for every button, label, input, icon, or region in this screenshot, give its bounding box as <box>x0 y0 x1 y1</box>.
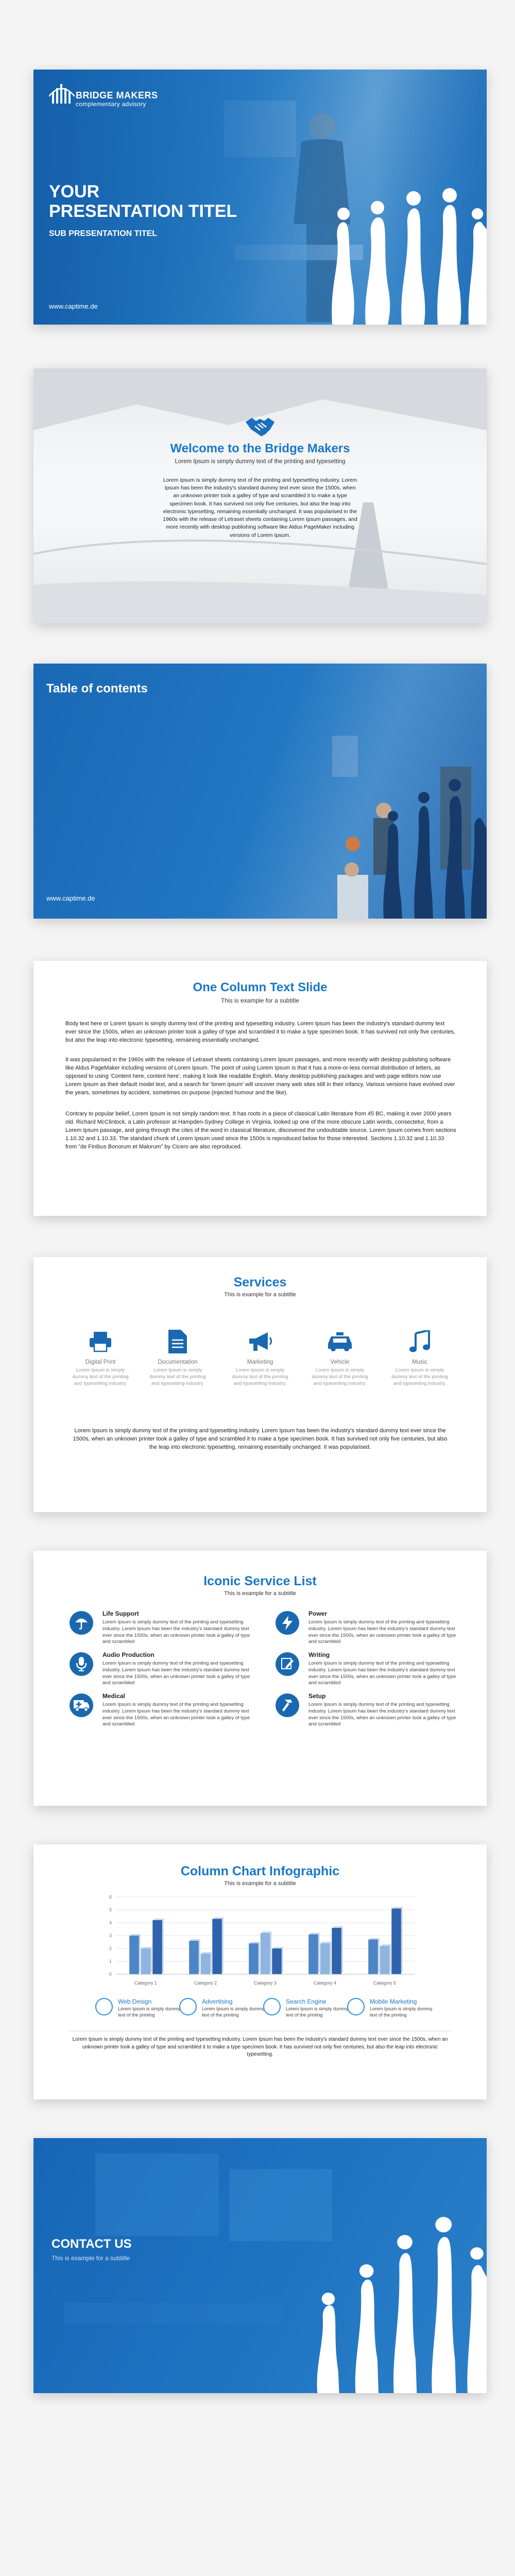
slide-services <box>33 1257 487 1512</box>
slide-welcome <box>33 368 487 623</box>
iconic-list-subtitle: This is example for a subtitle <box>224 1590 296 1597</box>
chart-bar <box>189 1941 199 1974</box>
welcome-body: Lorem Ipsum is simply dummy text of the printing and typesetting industry. Lorem Ipsum has been the industry's standard dummy text ever since the 1500s, when an unknown printer took a galley of type and scrambled it to make a type specimen book. It has survived not only five centuries, but also the leap into electronic typesetting, remaining essentially unchanged. It was popularised in the 1960s with the release of Letraset sheets containing Lorem Ipsum passages, and more recently with desktop publishing software like Aldus PageMaker including versions of Lorem Ipsum. <box>163 477 357 538</box>
service-marketing <box>229 1329 291 1387</box>
legend-mobile-marketing <box>347 1998 440 2024</box>
services-title: Services <box>233 1275 287 1290</box>
toc-website-url: www.captime.de <box>46 894 95 902</box>
service-music <box>389 1329 451 1387</box>
umbrella-icon <box>74 1616 89 1630</box>
chart-y-tick-label: 2 <box>109 1946 112 1951</box>
list-item-medical <box>70 1692 265 1726</box>
list-item-text: Lorem Ipsum is simply dummy text of the printing and typesetting industry. Lorem Ipsum has been the industry's standard dummy text ever since the 1500s, when an unknown printer took a galley of type and scrambled <box>308 1702 456 1727</box>
list-item-title: Power <box>308 1610 328 1617</box>
list-item-title: Setup <box>308 1692 326 1700</box>
list-item-text: Lorem Ipsum is simply dummy text of the printing and typesetting industry. Lorem Ipsum has been the industry's standard dummy text ever since the 1500s, when an unknown printer took a galley of type and scrambled <box>308 1619 456 1645</box>
list-item-text: Lorem Ipsum is simply dummy text of the printing and typesetting industry. Lorem Ipsum has been the industry's standard dummy text ever since the 1500s, when an unknown printer took a galley of type and scrambled <box>308 1660 456 1686</box>
service-label: Digital Print <box>85 1359 116 1365</box>
hammer-icon <box>281 1699 294 1712</box>
column-chart <box>95 1892 425 1990</box>
chart-bar <box>391 1909 401 1975</box>
legend-title: Web Design <box>118 1998 152 2005</box>
one-column-paragraph-2: It was popularised in the 1960s with the release of Letraset sheets containing Lorem Ipsum passages, and more recently with desktop publishing software like Aldus PageMaker including versions of Lorem Ipsum. The point of using Lorem Ipsum is that it has a more-or-less normal distribution of letters, as opposed to using 'Content here, content here', making it look like readable English. Many desktop publishing packages and web page editors now use Lorem Ipsum as their default model text, and a search for 'lorem ipsum' will uncover many web sites still in their infancy. Various versions have evolved over the years, sometimes by accident, sometimes on purpose (injected humour and the like). <box>65 1057 455 1096</box>
legend-search-engine <box>263 1998 356 2024</box>
chart-slide-subtitle: This is example for a subtitle <box>224 1880 296 1887</box>
chart-slide-title: Column Chart Infographic <box>180 1864 340 1878</box>
document-icon <box>168 1330 187 1353</box>
contact-subtitle: This is example for a subtitle <box>52 2255 130 2262</box>
people-photo-silhouettes <box>260 694 487 919</box>
one-column-paragraph-3: Contrary to popular belief, Lorem Ipsum is not simply random text. It has roots in a piece of classical Latin literature from 45 BC, making it over 2000 years old. Richard McClintock, a Latin professor at Hampden-Sydney College in Virginia, looked up one of the more obscure Latin words, consectetur, from a Lorem Ipsum passage, and going through the cites of the word in classical literature, discovered the undoubtable source. Lorem Ipsum comes from sections 1.10.32 and 1.10.33. The standard chunk of Lorem Ipsum used since the 1500s is reproduced below for those interested. Sections 1.10.32 and 1.10.33 from "de Finibus Bonorum et Malorum" by Cicero are also reproduced. <box>65 1111 456 1150</box>
legend-text: Lorem Ipsum is simply dummy text of the printing <box>286 2006 349 2018</box>
slide-table-of-contents <box>33 664 487 919</box>
chart-y-tick-label: 0 <box>109 1972 112 1977</box>
handshake-icon <box>245 415 276 437</box>
list-item-writing <box>276 1651 471 1685</box>
chart-bar <box>368 1940 378 1975</box>
list-item-title: Life Support <box>102 1610 139 1617</box>
legend-circle-icon <box>95 1998 113 2015</box>
chart-bar <box>272 1948 282 1974</box>
list-item-audio-production <box>70 1651 265 1685</box>
chart-bar <box>201 1954 211 1974</box>
pencil-icon <box>281 1657 294 1671</box>
chart-x-tick-label: Category 4 <box>313 1980 337 1986</box>
toc-title: Table of contents <box>46 682 148 696</box>
chart-y-tick-label: 1 <box>109 1959 112 1964</box>
one-column-title: One Column Text Slide <box>193 980 328 994</box>
welcome-subtitle: Lorem Ipsum is simply dummy text of the printing and typesetting <box>175 459 346 465</box>
list-item-title: Audio Production <box>102 1651 154 1658</box>
service-text: Lorem Ipsum is simply dummy text of the printing and typesetting industry. <box>149 1367 206 1386</box>
contact-people-silhouettes <box>306 2138 487 2393</box>
chart-x-tick-label: Category 3 <box>253 1980 277 1986</box>
service-label: Vehicle <box>330 1359 350 1365</box>
chart-bar <box>249 1943 259 1974</box>
website-url: www.captime.de <box>49 302 98 310</box>
chart-bar <box>152 1920 162 1974</box>
chart-x-tick-label: Category 2 <box>194 1980 217 1986</box>
service-text: Lorem Ipsum is simply dummy text of the printing and typesetting industry. <box>72 1367 129 1386</box>
legend-text: Lorem Ipsum is simply dummy text of the printing <box>370 2006 433 2018</box>
megaphone-icon <box>247 1331 273 1352</box>
chart-bar <box>332 1928 341 1974</box>
service-label: Marketing <box>247 1359 273 1365</box>
list-item-title: Writing <box>308 1651 330 1658</box>
chart-x-tick-label: Category 1 <box>134 1980 158 1986</box>
chart-bar <box>212 1919 222 1975</box>
list-item-text: Lorem Ipsum is simply dummy text of the printing and typesetting industry. Lorem Ipsum has been the industry's standard dummy text ever since the 1500s, when an unknown printer took a galley of type and scrambled <box>102 1619 250 1645</box>
one-column-subtitle: This is example for a subtitle <box>220 997 300 1004</box>
chart-y-tick-label: 6 <box>109 1894 112 1900</box>
service-vehicle <box>309 1329 371 1387</box>
microphone-icon <box>75 1657 88 1671</box>
list-item-life-support <box>70 1610 265 1644</box>
list-item-text: Lorem Ipsum is simply dummy text of the printing and typesetting industry. Lorem Ipsum has been the industry's standard dummy text ever since the 1500s, when an unknown printer took a galley of type and scrambled <box>102 1702 250 1727</box>
brand-tagline: complementary advisory <box>76 100 146 108</box>
list-item-power <box>276 1610 471 1644</box>
chart-bar <box>320 1943 330 1974</box>
service-digital-print <box>70 1329 131 1387</box>
service-text: Lorem Ipsum is simply dummy text of the printing and typesetting industry. <box>391 1367 448 1386</box>
legend-text: Lorem Ipsum is simply dummy text of the printing <box>118 2006 181 2018</box>
slide-title <box>33 70 487 325</box>
service-label: Documentation <box>158 1359 198 1365</box>
slide-column-chart <box>33 1844 487 2099</box>
legend-title: Mobile Marketing <box>370 1998 417 2005</box>
list-item-setup <box>276 1692 471 1726</box>
chart-y-tick-label: 4 <box>109 1920 112 1925</box>
slide-iconic-service-list <box>33 1551 487 1806</box>
lightning-icon <box>281 1616 294 1630</box>
iconic-list-title: Iconic Service List <box>203 1574 317 1588</box>
welcome-title: Welcome to the Bridge Makers <box>170 442 350 455</box>
chart-bar <box>261 1933 270 1974</box>
presentation-title-line2: PRESENTATION TITEL <box>49 201 237 221</box>
chart-bar <box>380 1946 390 1974</box>
service-text: Lorem Ipsum is simply dummy text of the printing and typesetting industry. <box>312 1367 368 1386</box>
slide-contact-us <box>33 2138 487 2393</box>
legend-advertising <box>179 1998 272 2024</box>
services-subtitle: This is example for a subtitle <box>224 1292 296 1298</box>
legend-web-design <box>95 1998 188 2024</box>
presentation-title-line1: YOUR <box>49 182 100 201</box>
printer-icon <box>89 1331 112 1352</box>
ambulance-icon <box>74 1699 89 1711</box>
bridge-makers-logo <box>49 81 75 105</box>
taxi-icon <box>327 1331 353 1352</box>
list-item-title: Medical <box>102 1692 126 1700</box>
chart-x-tick-label: Category 5 <box>373 1980 397 1986</box>
chart-y-tick-label: 5 <box>109 1907 112 1912</box>
services-body: Lorem Ipsum is simply dummy text of the printing and typesetting industry. Lorem Ipsum has been the industry's standard dummy text ever since the 1500s, when an unknown printer took a galley of type and scrambled it to make a type specimen book. It has survived not only five centuries, but also the leap into electronic typesetting, remaining essentially unchanged. It was popularised. <box>73 1428 448 1450</box>
people-silhouettes <box>317 70 487 325</box>
chart-bar <box>129 1936 139 1974</box>
legend-title: Advertising <box>202 1998 233 2005</box>
service-documentation <box>147 1329 209 1387</box>
chart-y-tick-label: 3 <box>109 1933 112 1938</box>
legend-text: Lorem Ipsum is simply dummy text of the printing <box>202 2006 265 2018</box>
list-item-text: Lorem Ipsum is simply dummy text of the printing and typesetting industry. Lorem Ipsum has been the industry's standard dummy text ever since the 1500s, when an unknown printer took a galley of type and scrambled <box>102 1660 250 1686</box>
one-column-paragraph-1: Body text here or Lorem Ipsum is simply dummy text of the printing and typesetting industry. Lorem Ipsum has been the industry's standard dummy text ever since the 1500s, when an unknown printer took a galley of type and scrambled it to make a type specimen book. It has survived not only five centuries, but also the leap into electronic typesetting, remaining essentially unchanged. <box>65 1021 455 1043</box>
chart-bar <box>141 1948 151 1974</box>
chart-slide-body: Lorem Ipsum is simply dummy text of the printing and typesetting industry. Lorem Ipsum has been the industry's standard dummy text ever since the 1500s, when an unknown printer took a galley of type and scrambled it to make a type specimen book. It has survived not only five centuries, but also the leap into electronic typesetting. <box>72 2037 448 2057</box>
legend-circle-icon <box>347 1998 365 2015</box>
brand-name: BRIDGE MAKERS <box>76 90 158 100</box>
legend-circle-icon <box>263 1998 281 2015</box>
slide-one-column-text <box>33 961 487 1216</box>
service-text: Lorem Ipsum is simply dummy text of the printing and typesetting industry. <box>232 1367 288 1386</box>
presentation-subtitle: SUB PRESENTATION TITEL <box>49 229 158 238</box>
legend-circle-icon <box>179 1998 197 2015</box>
contact-title: CONTACT US <box>52 2237 132 2251</box>
legend-title: Search Engine <box>286 1998 327 2005</box>
chart-bar <box>308 1935 318 1975</box>
music-note-icon <box>409 1330 430 1353</box>
service-label: Music <box>411 1359 428 1365</box>
